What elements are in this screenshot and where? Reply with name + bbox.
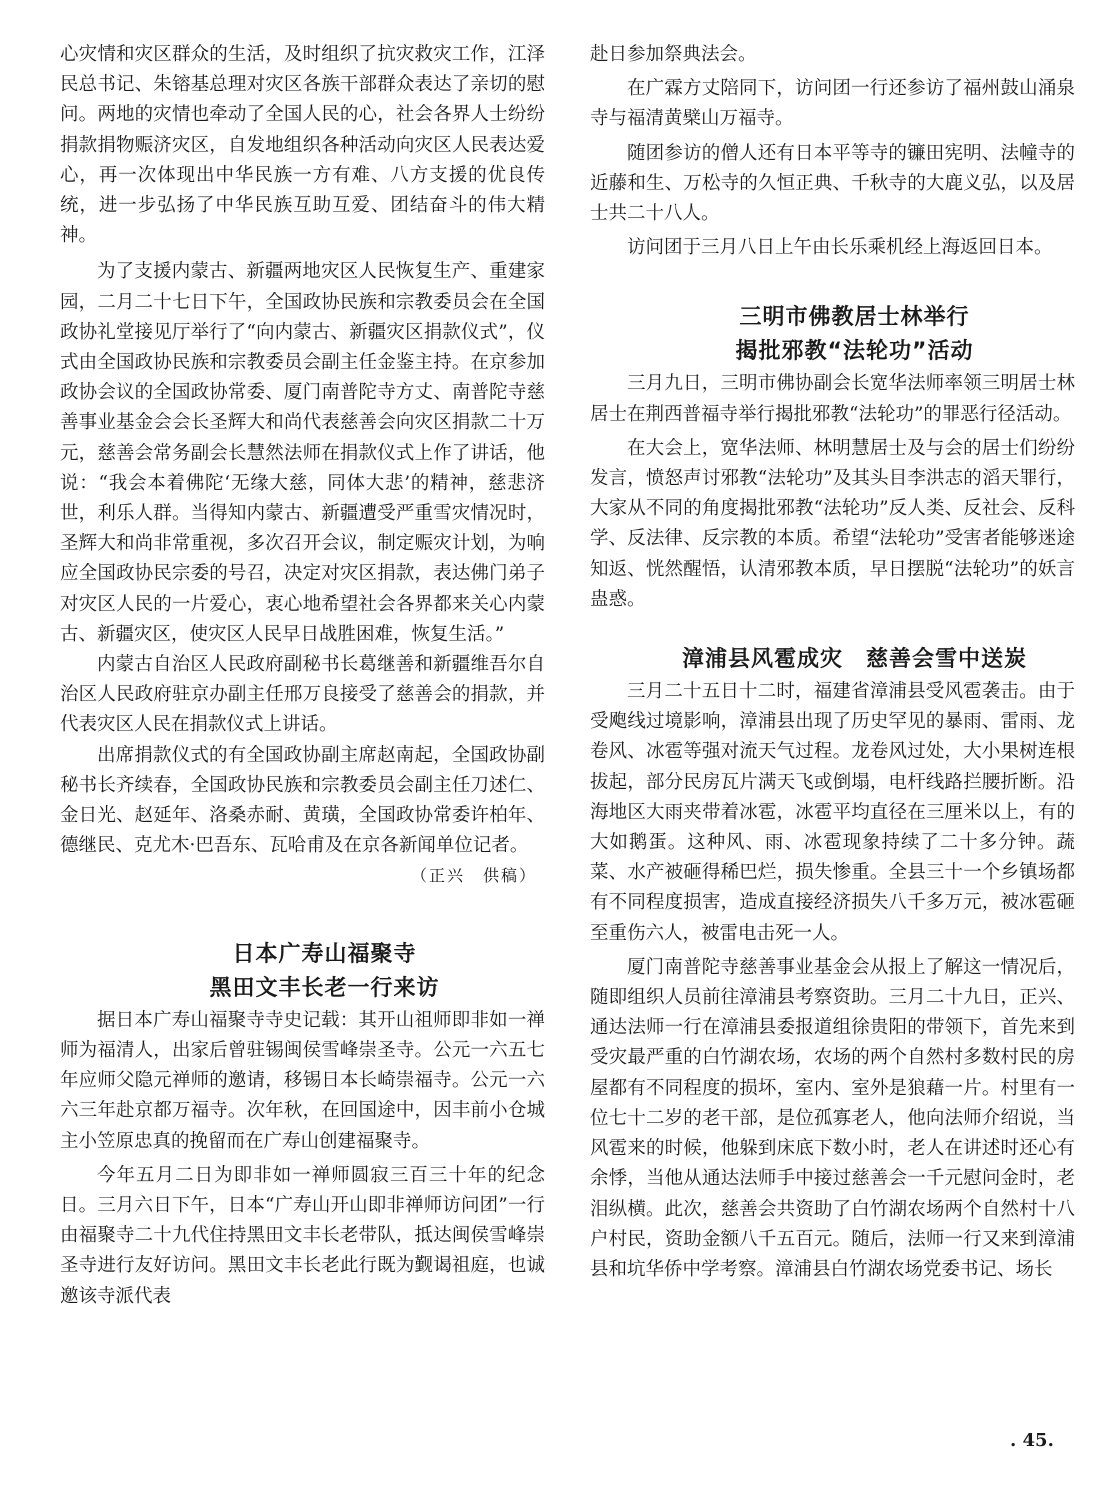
paragraph: 心灾情和灾区群众的生活，及时组织了抗灾救灾工作，江泽民总书记、朱镕基总理对灾区各族干部群众表达了亲切的慰问。两地的灾情也牵动了全国人民的心，社会各界人士纷纷捐款捐物赈济灾区，自发地组织各种活动向灾区人民表达爱心，再一次体现出中华民族一方有难、八方支援的优良传统，进一步弘扬了中华民族互助互爱、团结奋斗的伟大精神。 xyxy=(60,44,545,247)
paragraph: 随团参访的僧人还有日本平等寺的镰田宪明、法幢寺的近藤和生、万松寺的久恒正典、千秋寺的大鹿义弘，以及居士共二十八人。 xyxy=(590,142,1075,225)
article-title: 漳浦县风雹成灾 慈善会雪中送炭 xyxy=(681,647,1027,673)
paragraph: 三月九日，三明市佛协副会长宽华法师率领三明居士林居士在荆西普福寺举行揭批邪教“法轮功”的罪恶行径活动。 xyxy=(590,373,1075,425)
paragraph: 厦门南普陀寺慈善事业基金会从报上了解这一情况后，随即组织人员前往漳浦县考察资助。三月二十九日，正兴、通达法师一行在漳浦县委报道组徐贵阳的带领下，首先来到受灾最严重的白竹湖农场，农场的两个自然村多数村民的房屋都有不同程度的损坏，室内、室外是狼藉一片。村里有一位七十二岁的老干部，是位孤寡老人，他向法师介绍说，当风雹来的时候，他躲到床底下数小时，老人在讲述时还心有余悸，当他从通达法师手中接过慈善会一千元慰问金时，老泪纵横。此次，慈善会共资助了白竹湖农场两个自然村十八户村民，资助金额八千五百元。随后，法师一行又来到漳浦县和坑华侨中学考察。漳浦县白竹湖农场党委书记、场长 xyxy=(590,956,1075,1280)
article-title: 揭批邪教“法轮功”活动 xyxy=(735,339,974,365)
article-title: 黑田文丰长老一行来访 xyxy=(209,975,440,1001)
page-number: . 45. xyxy=(1010,1430,1054,1451)
left-column xyxy=(60,40,545,1312)
paragraph: 在广霖方丈陪同下，访问团一行还参访了福州鼓山涌泉寺与福清黄檗山万福寺。 xyxy=(590,78,1075,130)
paragraph: 赴日参加祭典法会。 xyxy=(590,44,757,65)
article-credit: （正兴 供稿） xyxy=(410,866,537,886)
paragraph: 访问团于三月八日上午由长乐乘机经上海返回日本。 xyxy=(627,237,1053,259)
paragraph: 内蒙古自治区人民政府副秘书长葛继善和新疆维吾尔自治区人民政府驻京办副主任邢万良接受了慈善会的捐款，并代表灾区人民在捐款仪式上讲话。 xyxy=(60,654,545,736)
paragraph: 出席捐款仪式的有全国政协副主席赵南起，全国政协副秘书长齐续春，全国政协民族和宗教委员会副主任刀述仁、金日光、赵延年、洛桑赤耐、黄璜，全国政协常委许柏年、德继民、克尤木·巴吾东、瓦哈甫及在京各新闻单位记者。 xyxy=(60,744,545,857)
paragraph: 今年五月二日为即非如一禅师圆寂三百三十年的纪念日。三月六日下午，日本“广寿山开山即非禅师访问团”一行由福聚寺二十九代住持黑田文丰长老带队，抵达闽侯雪峰崇圣寺进行友好访问。黑田文丰长老此行既为觐谒祖庭，也诚邀该寺派代表 xyxy=(60,1164,545,1307)
paragraph: 三月二十五日十二时，福建省漳浦县受风雹袭击。由于受飑线过境影响，漳浦县出现了历史罕见的暴雨、雷雨、龙卷风、冰雹等强对流天气过程。龙卷风过处，大小果树连根拔起，部分民房瓦片满天飞或倒塌，电杆线路拦腰折断。沿海地区大雨夹带着冰雹，冰雹平均直径在三厘米以上，有的大如鹅蛋。这种风、雨、冰雹现象持续了二十多分钟。蔬菜、水产被砸得稀巴烂，损失惨重。全县三十一个乡镇场都有不同程度损害，造成直接经济损失八千多万元，被冰雹砸至重伤六人，被雷电击死一人。 xyxy=(590,681,1075,944)
right-column xyxy=(590,40,1075,1285)
article-title: 日本广寿山福聚寺 xyxy=(232,941,417,967)
paragraph: 为了支援内蒙古、新疆两地灾区人民恢复生产、重建家园，二月二十七日下午，全国政协民族和宗教委员会在全国政协礼堂接见厅举行了“向内蒙古、新疆灾区捐款仪式”，仪式由全国政协民族和宗教委员会副主任金鉴主持。在京参加政协会议的全国政协常委、厦门南普陀寺方丈、南普陀寺慈善事业基金会会长圣辉大和尚代表慈善会向灾区捐款二十万元，慈善会常务副会长慧然法师在捐款仪式上作了讲话，他说：“我会本着佛陀‘无缘大慈，同体大悲’的精神，慈悲济世，利乐人群。当得知内蒙古、新疆遭受严重雪灾情况时，圣辉大和尚非常重视，多次召开会议，制定赈灾计划，为响应全国政协民宗委的号召，决定对灾区捐款，表达佛门弟子对灾区人民的一片爱心，衷心地希望社会各界都来关心内蒙古、新疆灾区，使灾区人民早日战胜困难，恢复生活。” xyxy=(60,261,545,645)
article-title: 三明市佛教居士林举行 xyxy=(739,305,970,331)
paragraph: 据日本广寿山福聚寺寺史记载：其开山祖师即非如一禅师为福清人，出家后曾驻锡闽侯雪峰崇圣寺。公元一六五七年应师父隐元禅师的邀请，移锡日本长崎崇福寺。公元一六六三年赴京都万福寺。次年秋，在回国途中，因丰前小仓城主小笠原忠真的挽留而在广寿山创建福聚寺。 xyxy=(60,1009,545,1152)
paragraph: 在大会上，宽华法师、林明慧居士及与会的居士们纷纷发言，愤怒声讨邪教“法轮功”及其头目李洪志的滔天罪行，大家从不同的角度揭批邪教“法轮功”反人类、反社会、反科学、反法律、反宗教的本质。希望“法轮功”受害者能够迷途知返、恍然醒悟，认清邪教本质，早日摆脱“法轮功”的妖言蛊惑。 xyxy=(590,437,1075,610)
